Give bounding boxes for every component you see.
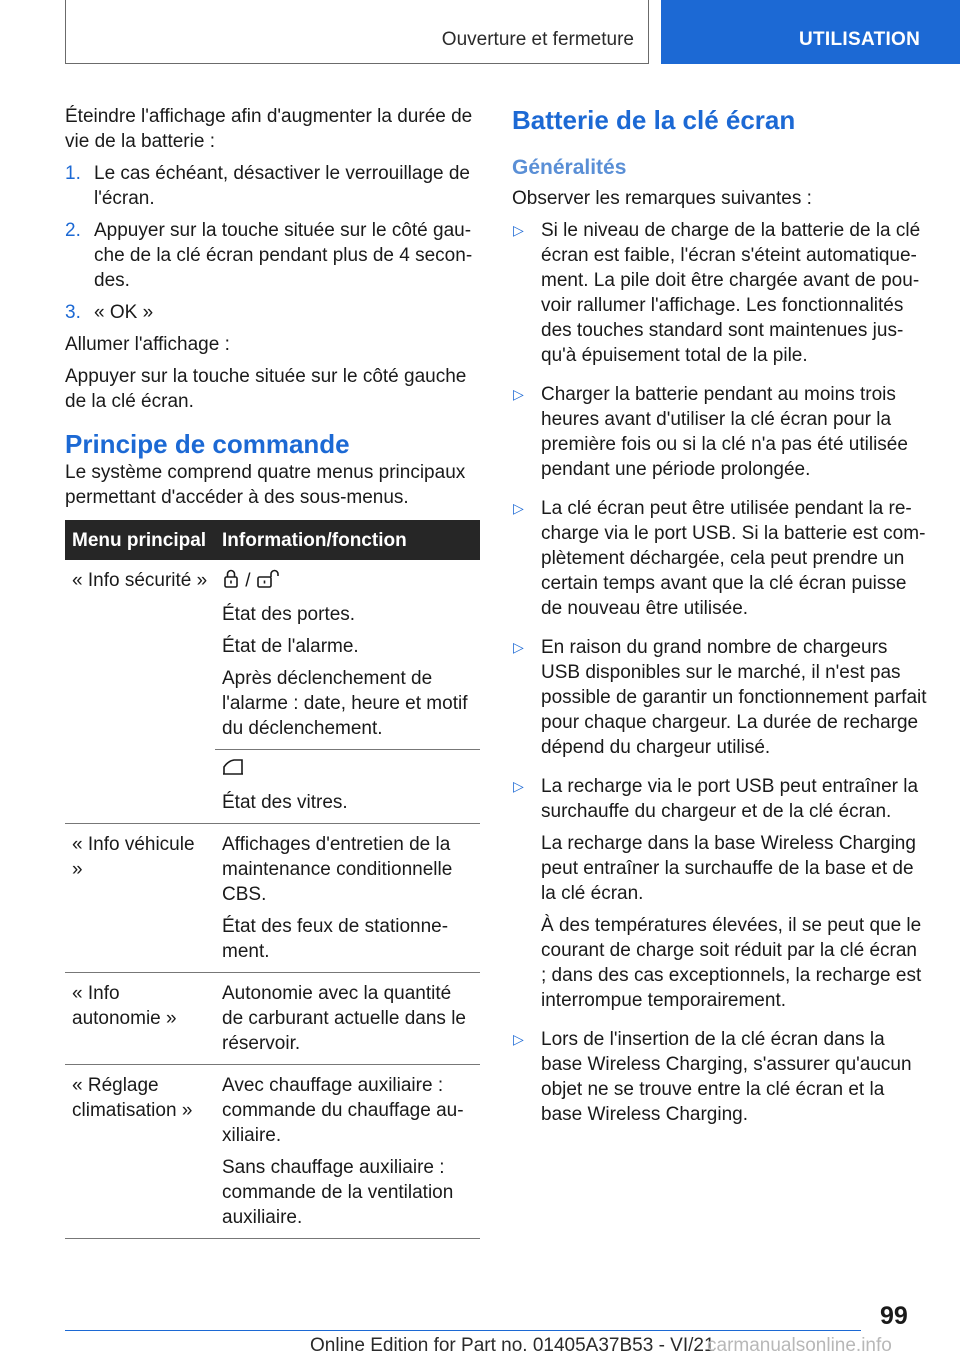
table-header-info: Information/fonction — [215, 520, 480, 560]
list-item — [512, 496, 927, 628]
page-number: 99 — [880, 1302, 908, 1330]
bullet-text: À des températures élevées, il se peut que le courant de charge soit réduit par la clé écran ; dans des cas exceptionnels, la recharge est interrompue temporairement. — [541, 915, 922, 1011]
step-text: « OK » — [94, 302, 154, 323]
list-item — [512, 635, 927, 767]
step-number: 3. — [65, 302, 81, 323]
bullet-text: En raison du grand nombre de chargeurs USB disponibles sur le marché, il n'est pas possible de garantir un fonctionnement parfait pour chaque chargeur. La durée de recharge dépend du chargeur utilisé. — [541, 637, 927, 758]
section-text: Le système comprend quatre menus principaux permettant d'accéder à des sous-menus. — [65, 462, 466, 508]
info-cell-top — [215, 560, 480, 750]
bullet-text: Lors de l'insertion de la clé écran dans la base Wireless Charging, s'assurer qu'aucun objet ne se trouve entre la clé écran et la base Wireless Charging. — [541, 1029, 912, 1125]
general-subheading: Généralités — [512, 156, 627, 179]
step-number: 2. — [65, 220, 81, 241]
step-number: 1. — [65, 163, 81, 184]
table-row — [65, 1065, 480, 1239]
bullet-arrow-icon: ▷ — [513, 639, 524, 655]
bullet-text: Si le niveau de charge de la batterie de la clé écran est faible, l'écran s'éteint automatiquement. La pile doit être chargée avant de pouvoir rallumer l'affichage. Les fonctionnalités des touches standard sont maintenues jusqu'à épuisement total de la pile. — [541, 220, 921, 366]
list-item — [512, 774, 927, 1020]
bullet-text: La recharge dans la base Wireless Charging peut entraîner la surchauffe de la base et de la clé écran. — [541, 833, 916, 904]
info-cell — [215, 973, 480, 1065]
info-line: Sans chauffage auxiliaire : commande de la ventilation auxiliaire. — [222, 1157, 454, 1229]
table-header-menu: Menu principal — [65, 520, 215, 560]
footer-text: Online Edition for Part no. 01405A37B53 - VI/21 — [310, 1335, 715, 1356]
bullet-arrow-icon: ▷ — [513, 222, 524, 238]
info-cell-bottom — [215, 750, 480, 823]
page-header — [65, 0, 960, 64]
window-icon — [222, 758, 244, 783]
step-list — [65, 161, 480, 325]
remarks-intro: Observer les remarques suivantes : — [512, 188, 812, 209]
step-text: Appuyer sur la touche située sur le côté gauche de la clé écran pendant plus de 4 secondes. — [94, 220, 473, 291]
battery-heading: Batterie de la clé écran — [512, 105, 796, 135]
on-text: Appuyer sur la touche située sur le côté gauche de la clé écran. — [65, 366, 467, 412]
intro-text: Éteindre l'affichage afin d'augmenter la durée de vie de la batterie : — [65, 106, 473, 152]
list-item — [512, 382, 927, 489]
watermark: carmanualsonline.info — [707, 1335, 892, 1356]
info-cell — [215, 560, 480, 824]
bullet-text: La clé écran peut être utilisée pendant la recharge via le port USB. Si la batterie est complètement déchargée, cela peut prendre un certain temps avant que la clé écran puisse de nouveau être utilisée. — [541, 498, 926, 619]
remarks-list — [512, 218, 927, 1134]
bullet-arrow-icon: ▷ — [513, 1031, 524, 1047]
chapter-tab — [661, 0, 960, 64]
icon-separator: / — [245, 570, 251, 592]
menu-cell: « Réglage climatisation » — [65, 1065, 215, 1239]
menu-cell: « Info autonomie » — [65, 973, 215, 1065]
bullet-text: Charger la batterie pendant au moins trois heures avant d'utiliser la clé écran pour la première fois ou si la clé n'a pas été utilisée pendant une période prolongée. — [541, 384, 908, 480]
lock-icons-line — [222, 568, 474, 595]
bullet-arrow-icon: ▷ — [513, 386, 524, 402]
section-tab — [65, 0, 649, 64]
info-line: Avec chauffage auxiliaire : commande du chauffage auxiliaire. — [222, 1075, 464, 1147]
footer-divider — [65, 1330, 861, 1331]
info-line: Affichages d'entretien de la maintenance conditionnelle CBS. — [222, 834, 453, 906]
info-line: État des feux de stationnement. — [222, 916, 449, 963]
menu-table — [65, 520, 480, 1239]
step-text: Le cas échéant, désactiver le verrouillage de l'écran. — [94, 163, 471, 209]
section-heading: Principe de commande — [65, 429, 350, 459]
info-cell — [215, 824, 480, 973]
list-item — [512, 218, 927, 375]
menu-cell: « Info véhicule » — [65, 824, 215, 973]
lock-open-icon — [256, 568, 282, 595]
bullet-arrow-icon: ▷ — [513, 500, 524, 516]
right-column — [512, 104, 927, 1141]
bullet-text: La recharge via le port USB peut entraîner la surchauffe du chargeur et de la clé écran. — [541, 776, 919, 822]
info-line: État des portes. — [222, 604, 356, 625]
info-line: Après déclenchement de l'alarme : date, heure et motif du déclenchement. — [222, 668, 468, 739]
lock-closed-icon — [222, 568, 240, 595]
table-row — [65, 973, 480, 1065]
chapter-title: UTILISATION — [799, 29, 921, 50]
table-row — [65, 560, 480, 824]
table-row — [65, 824, 480, 973]
info-line: Autonomie avec la quantité de carburant actuelle dans le réservoir. — [222, 983, 466, 1055]
info-line: État des vitres. — [222, 792, 348, 814]
on-label: Allumer l'affichage : — [65, 334, 230, 355]
step-item — [65, 218, 480, 293]
window-icon-line — [222, 758, 474, 783]
left-column — [65, 104, 480, 1239]
step-item — [65, 300, 480, 325]
step-item — [65, 161, 480, 211]
bullet-arrow-icon: ▷ — [513, 778, 524, 794]
section-title: Ouverture et fermeture — [441, 29, 634, 50]
info-cell — [215, 1065, 480, 1239]
info-line: État de l'alarme. — [222, 636, 359, 657]
menu-cell: « Info sécurité » — [65, 560, 215, 824]
list-item — [512, 1027, 927, 1134]
